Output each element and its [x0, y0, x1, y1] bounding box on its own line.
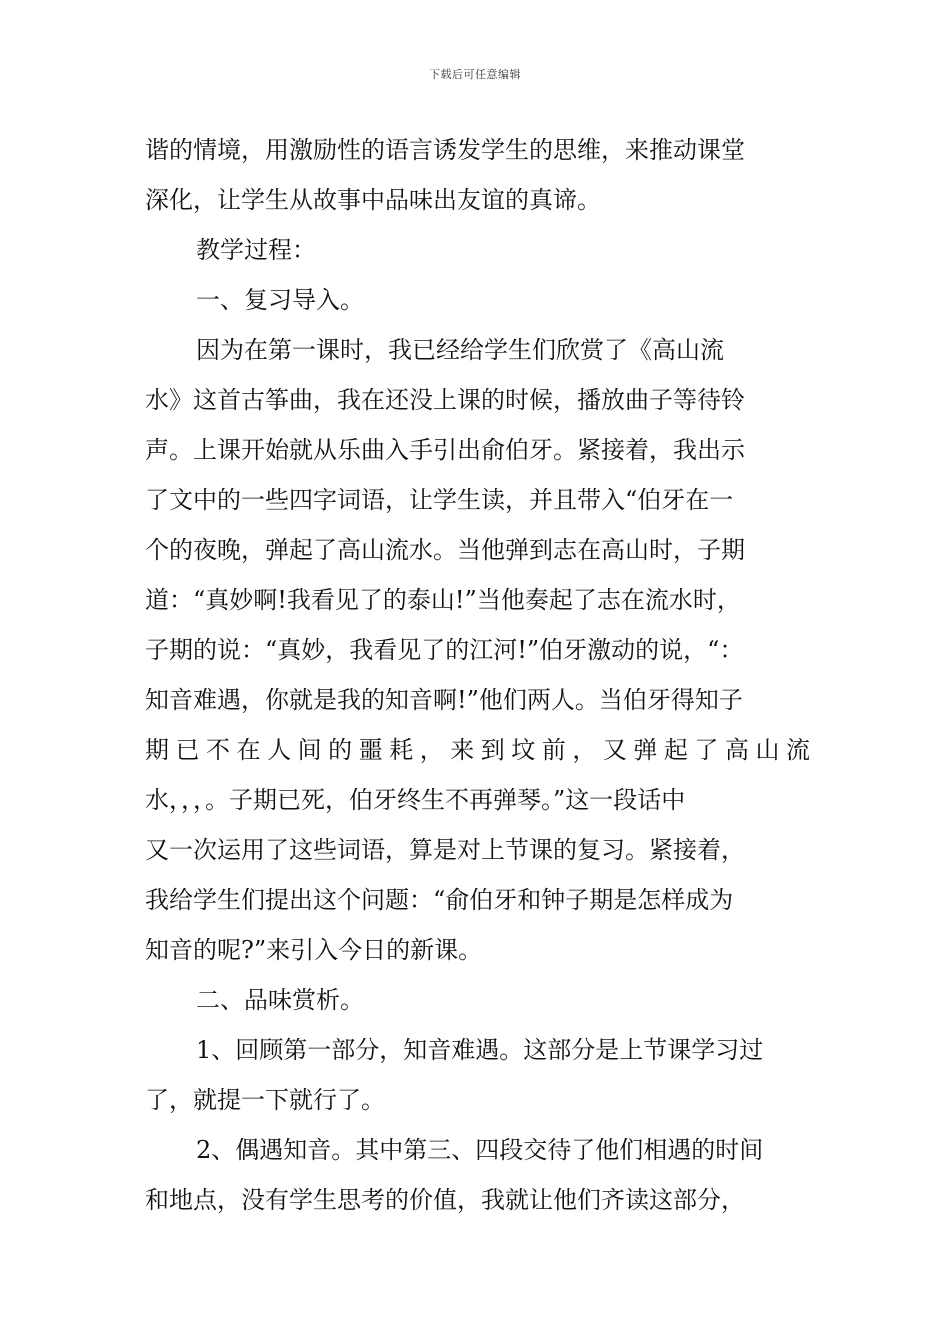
text-line: 2、偶遇知音。其中第三、四段交待了他们相遇的时间: [196, 1136, 764, 1164]
text-line: 教学过程：: [196, 236, 316, 264]
text-line: 又一次运用了这些词语，算是对上节课的复习。紧接着，: [145, 836, 745, 864]
text-line: 和地点，没有学生思考的价值，我就让他们齐读这部分，: [145, 1186, 745, 1214]
text-line: 我给学生们提出这个问题：“俞伯牙和钟子期是怎样成为: [145, 886, 734, 914]
text-line: 了文中的一些四字词语，让学生读，并且带入“伯牙在一: [145, 486, 734, 514]
text-line: 子期的说：“真妙，我看见了的江河!”伯牙激动的说，“：: [145, 636, 744, 664]
text-line: 水》这首古筝曲，我在还没上课的时候，播放曲子等待铃: [145, 386, 745, 414]
text-line: 1、回顾第一部分，知音难遇。这部分是上节课学习过: [196, 1036, 764, 1064]
section-heading: 一、复习导入。: [196, 286, 364, 314]
section-heading: 二、品味赏析。: [196, 986, 364, 1014]
text-line: 水，，，。子期已死，伯牙终生不再弹琴。”这一段话中: [145, 786, 686, 814]
text-line: 知音难遇，你就是我的知音啊!”他们两人。当伯牙得知子: [145, 686, 743, 714]
text-line: 声。上课开始就从乐曲入手引出俞伯牙。紧接着，我出示: [145, 436, 745, 464]
text-line: 知音的呢?”来引入今日的新课。: [145, 936, 483, 964]
text-line: 期已不在人间的噩耗，来到坟前，又弹起了高山流: [145, 736, 810, 764]
text-line: 深化，让学生从故事中品味出友谊的真谛。: [145, 186, 601, 214]
page-header: 下载后可任意编辑: [429, 68, 521, 81]
text-line: 因为在第一课时，我已经给学生们欣赏了《高山流: [196, 336, 724, 364]
text-line: 道：“真妙啊!我看见了的泰山!”当他奏起了志在流水时，: [145, 586, 741, 614]
text-line: 了，就提一下就行了。: [145, 1086, 385, 1114]
text-line: 个的夜晚，弹起了高山流水。当他弹到志在高山时，子期: [145, 536, 745, 564]
text-line: 谐的情境，用激励性的语言诱发学生的思维，来推动课堂: [145, 136, 745, 164]
